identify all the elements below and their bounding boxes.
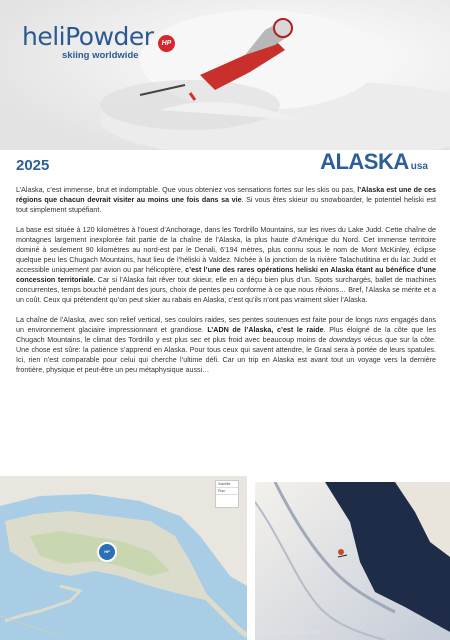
- photo-row: [0, 476, 450, 640]
- map-location-pin[interactable]: HP: [97, 542, 117, 562]
- logo-tagline: skiing worldwide: [62, 50, 139, 61]
- map-type-plan[interactable]: Plan: [216, 488, 238, 495]
- mountain-ridge-illustration: [255, 482, 450, 640]
- destination-title: [320, 149, 428, 175]
- article-body: [16, 185, 436, 385]
- alaska-map-illustration: [0, 476, 247, 640]
- logo-wordmark: heliPowder: [22, 22, 154, 51]
- paragraph-base: La base est située à 120 kilomètres à l’ouest d’Anchorage, dans les Tordrillo Mountains, sur les rives du Lake Judd. Cette chaîne de montagnes largement inexplorée fait partie de la chaîne de l’Alaska, la plus haute d’Amérique du Nord. Cet immense territoire dominé à seulement 90 kilomètres au nord-est par le Denali, 6’194 mètres, plus connu sous le nom de Mont McKinley, éclipse quelque peu les Chugach Mountains, haut lieu de l’héliski à Valdez. Nichée à la jonction de la rivière Talachutlitina et du lac Judd et accessible uniquement par avion ou par hélicoptère, c’est l’une des rares opérations heliski en Alaska étant au bénéfice d’une concession territoriale. Car si l’Alaska fait rêver tout skieur, elle en a déçu bien plus d’un. Spots surchargés, ballet de machines concurrentes, temps bouché pendant des jours, choix de pentes peu conforme à ce que nous rêvions… Bref, l’Alaska se mérite et a un coût. Ceux qui prétendent qu’on peut skier au rabais en Alaska, c’est qu’ils n’ont pas vraiment skier l’Alaska.: [16, 226, 437, 304]
- map-type-panel[interactable]: [215, 480, 239, 508]
- location-map[interactable]: [0, 476, 247, 640]
- destination-country: usa: [410, 161, 428, 172]
- paragraph-intro: L’Alaska, c’est immense, brut et indomptable. Que vous obteniez vos sensations fortes sur les skis ou pas, l’Alaska est une de ces régions que chacun devrait visiter au moins une fois dans sa vie. Si vous êtes skieur ou snowboarder, le potentiel heliski est tout simplement stupéfiant.: [16, 186, 436, 214]
- hero-photo: [0, 0, 450, 150]
- destination-name: ALASKA: [320, 149, 409, 174]
- photo-credit: © Crédit photographique TML: [259, 631, 321, 636]
- season-year: 2025: [16, 157, 50, 174]
- helipowder-logo[interactable]: [22, 22, 172, 61]
- steep-slope-photo: [255, 482, 450, 640]
- map-type-satellite[interactable]: Satellite: [216, 481, 238, 488]
- logo-badge: HP: [158, 35, 175, 52]
- paragraph-range: La chaîne de l’Alaska, avec son relief vertical, ses couloirs raides, ses pentes soutenues est faite pour de longs runs engagés dans un environnement glaciaire impressionnant et grandiose. L’ADN de l’Alaska, c’est le raide. Plus éloigné de la côte que les Chugach Mountains, le climat des Tordrillo y est plus sec et plus froid avec beaucoup moins de downdays vécus que sur la côte. Une chose est sûre: la patience s’apprend en Alaska. Pour tous ceux qui savent attendre, le Graal sera à portée de leurs spatules. Ici, rien n’est comparable pour celui qui cherche l’ultime défi. Car un trip en Alaska est avant tout un voyage vers la dernière frontière, physique et peut-être un peu métaphysique aussi…: [16, 316, 436, 374]
